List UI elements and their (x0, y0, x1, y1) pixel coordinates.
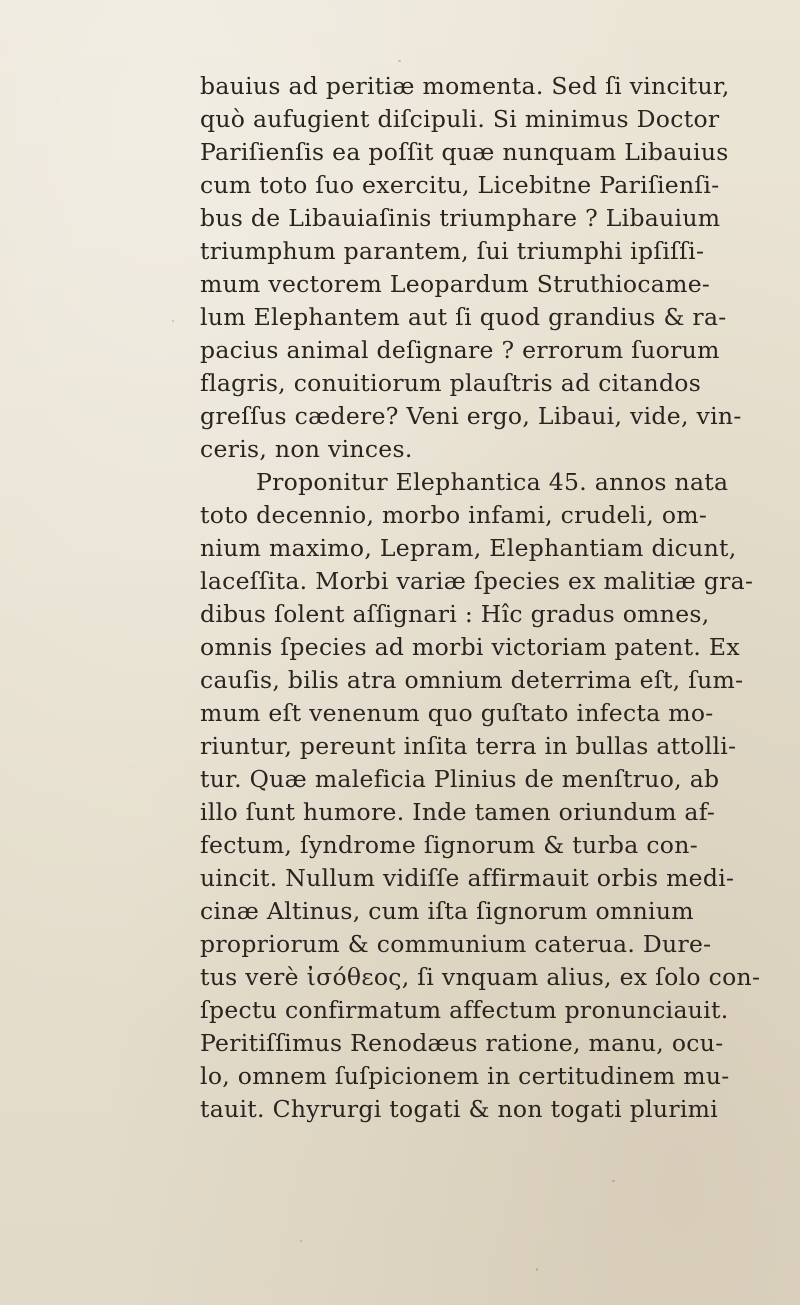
text-line: nium maximo, Lepram, Elephantiam dicunt, (200, 534, 737, 562)
text-line: triumphum parantem, ſui triumphi ipſiſſi- (200, 237, 705, 265)
text-line: bauius ad peritiæ momenta. Sed ſi vincitur, (200, 72, 730, 100)
text-line: pacius animal deſignare ? errorum ſuorum (200, 336, 720, 364)
text-line: lo, omnem ſuſpicionem in certitudinem mu- (200, 1062, 730, 1090)
paper-speck (398, 60, 401, 62)
text-line: Pariſienſis ea poſſit quæ nunquam Libauius (200, 138, 729, 166)
paper-speck (172, 320, 174, 322)
paper-speck (536, 1268, 538, 1271)
text-line: cum toto ſuo exercitu, Licebitne Pariſienſi- (200, 171, 720, 199)
text-line: bus de Libauiaſinis triumphare ? Libauium (200, 204, 721, 232)
text-line: ceris, non vinces. (200, 435, 413, 463)
text-line: mum vectorem Leopardum Struthiocame- (200, 270, 711, 298)
text-line: dibus ſolent aſſignari : Hîc gradus omnes, (200, 600, 710, 628)
text-line: toto decennio, morbo infami, crudeli, om- (200, 501, 708, 529)
page-text (200, 70, 765, 1126)
text-line: cinæ Altinus, cum iſta ſignorum omnium (200, 897, 694, 925)
text-line: riuntur, pereunt inſita terra in bullas attolli- (200, 732, 737, 760)
text-line: flagris, conuitiorum plauſtris ad citandos (200, 369, 702, 397)
text-line: mum eſt venenum quo guſtato infecta mo- (200, 699, 714, 727)
text-line: propriorum & communium caterua. Dure- (200, 930, 712, 958)
text-line: Peritiſſimus Renodæus ratione, manu, ocu- (200, 1029, 724, 1057)
paper-speck (612, 1180, 615, 1182)
text-line: illo ſunt humore. Inde tamen oriundum af- (200, 798, 716, 826)
text-line: tur. Quæ maleficia Plinius de menſtruo, ab (200, 765, 720, 793)
paragraph-start-line: Proponitur Elephantica 45. annos nata (256, 468, 729, 496)
text-line: fectum, ſyndrome ſignorum & turba con- (200, 831, 698, 859)
text-line: omnis ſpecies ad morbi victoriam patent. Ex (200, 633, 740, 661)
text-line: uincit. Nullum vidiſſe affirmauit orbis medi- (200, 864, 735, 892)
text-line: tauit. Chyrurgi togati & non togati plurimi (200, 1095, 719, 1123)
text-line: lum Elephantem aut ſi quod grandius & ra- (200, 303, 727, 331)
text-line: greſſus cædere? Veni ergo, Libaui, vide, vin- (200, 402, 742, 430)
text-line: laceſſita. Morbi variæ ſpecies ex malitiæ gra- (200, 567, 754, 595)
text-line: tus verè ἰσόθεος, ſi vnquam alius, ex ſolo con- (200, 963, 761, 991)
paper-speck (300, 1240, 302, 1242)
text-line: ſpectu confirmatum affectum pronunciauit. (200, 996, 729, 1024)
text-line: quò aufugient diſcipuli. Si minimus Doctor (200, 105, 720, 133)
text-line: cauſis, bilis atra omnium deterrima eſt, ſum- (200, 666, 744, 694)
